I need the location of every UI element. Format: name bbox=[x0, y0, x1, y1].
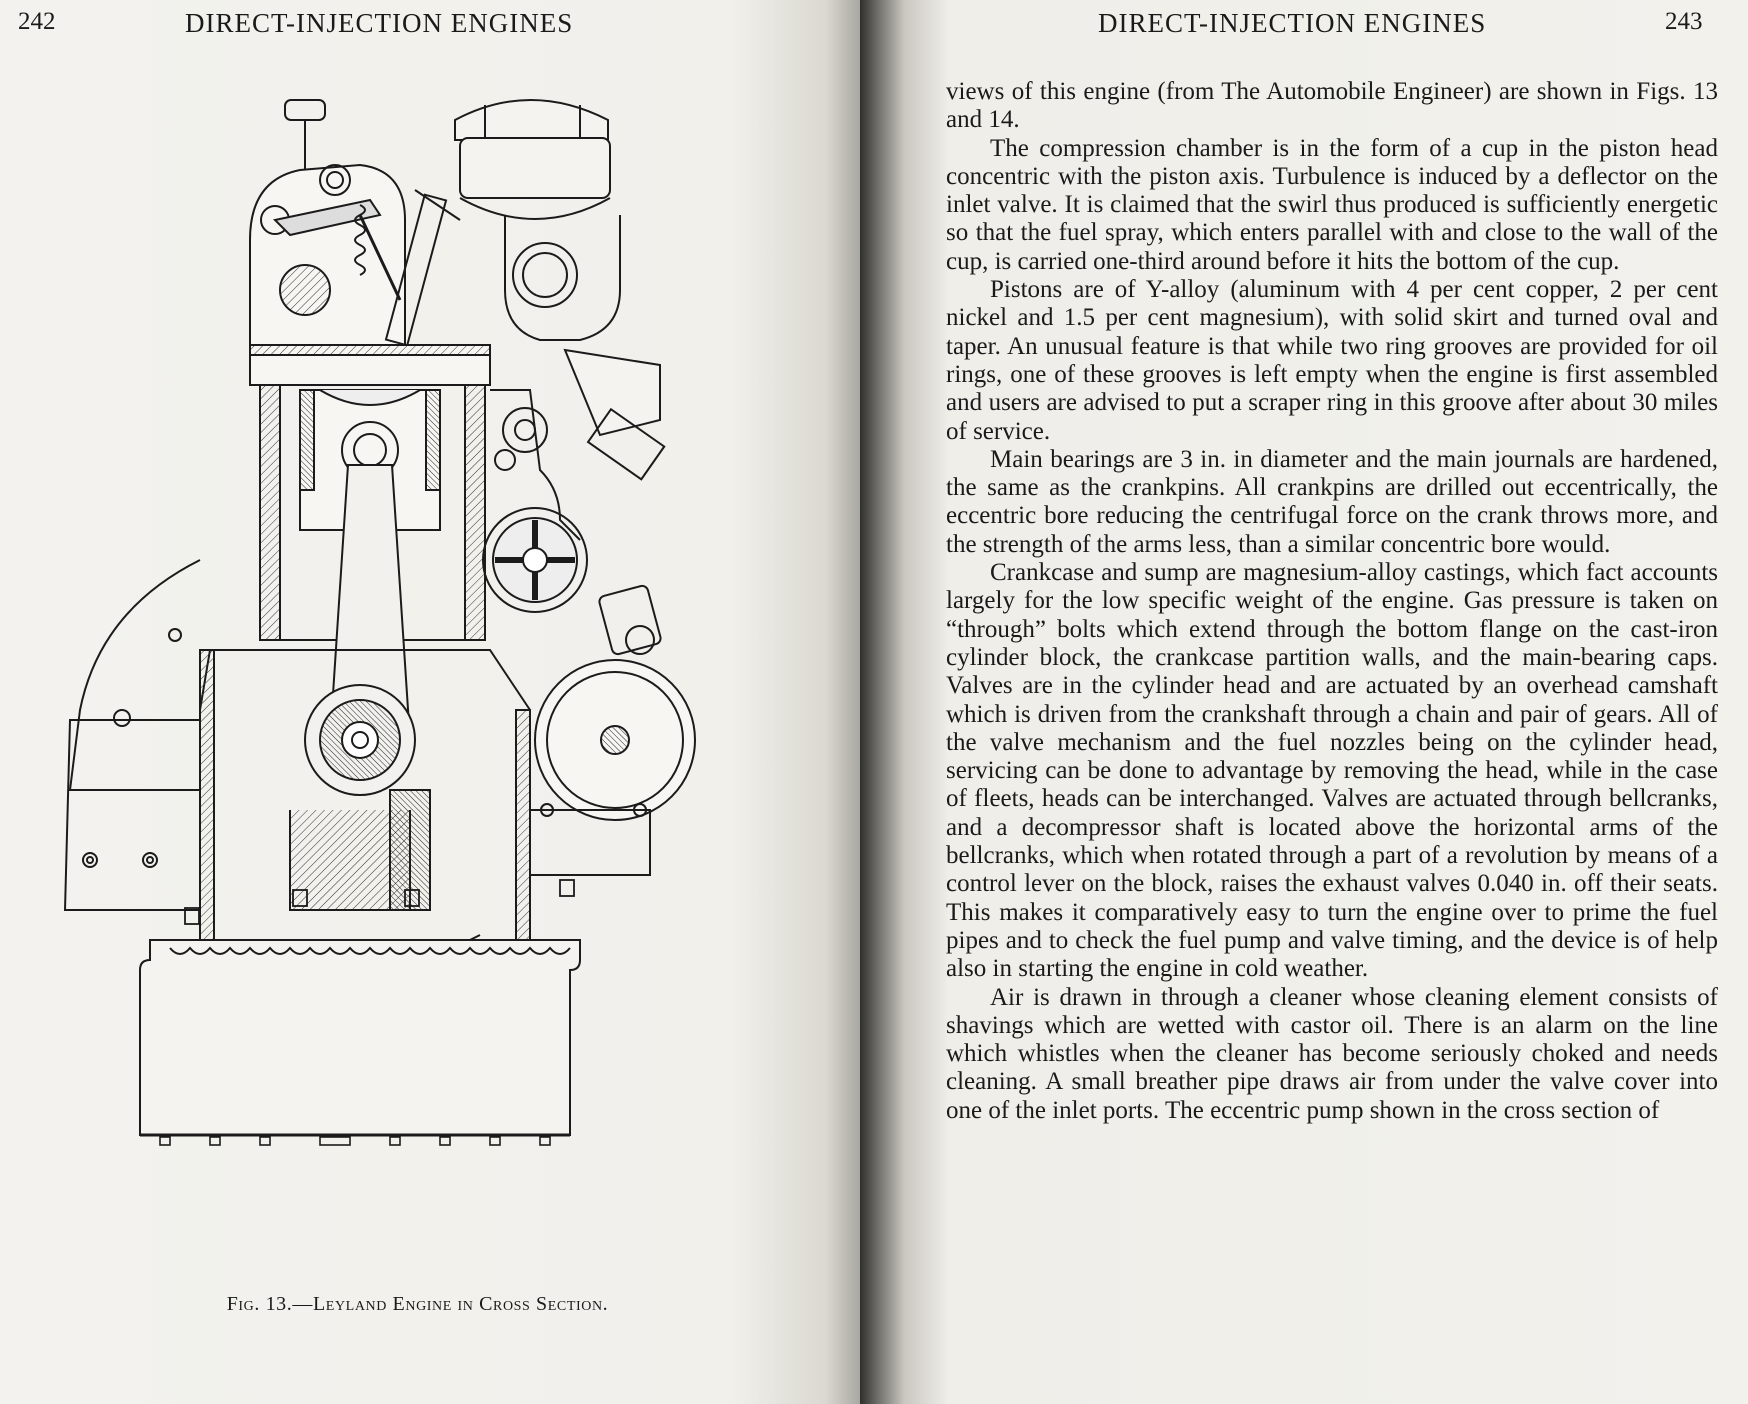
right-page-body bbox=[946, 78, 1718, 1125]
left-running-head: DIRECT-INJECTION ENGINES bbox=[185, 8, 574, 38]
engine-cross-section-figure bbox=[60, 90, 760, 1290]
paragraph-pistons: Pistons are of Y-alloy (aluminum with 4 per cent copper, 2 per cent nickel and 1.5 per cent magnesium), with solid skirt and turned oval and taper. An unusual feature is that while two ring grooves are provided for oil rings, one of these grooves is left empty when the engine is first assembled and users are advised to put a scraper ring in this groove after about 30 miles of service. bbox=[946, 276, 1718, 445]
engine-cross-section-drawing bbox=[60, 90, 760, 1290]
figure-caption: Fig. 13.—Leyland Engine in Cross Section. bbox=[226, 1293, 609, 1315]
left-page bbox=[0, 0, 860, 1404]
left-page-number: 242 bbox=[18, 8, 56, 35]
right-running-head: DIRECT-INJECTION ENGINES bbox=[1098, 8, 1487, 38]
right-page-number: 243 bbox=[1665, 8, 1703, 35]
paragraph-continued: views of this engine (from The Automobile Engineer) are shown in Figs. 13 and 14. bbox=[946, 78, 1718, 134]
paragraph-crankcase: Crankcase and sump are magnesium-alloy castings, which fact accounts largely for the low specific weight of the engine. Gas pressure is taken on “through” bolts which extend through the bottom flange on the cast-iron cylinder block, the crankcase partition walls, and the main-bearing caps. Valves are in the cylinder head and are actuated by an overhead camshaft which is driven from the crankshaft through a chain and pair of gears. All of the valve mechanism and the fuel nozzles being on the cylinder head, servicing can be done to advantage by removing the head, while in the case of fleets, heads can be interchanged. Valves are actuated through bellcranks, and a decompressor shaft is located above the horizontal arms of the bellcranks, which when rotated through a part of a revolution by means of a control lever on the block, raises the exhaust valves 0.040 in. off their seats. This makes it comparatively easy to turn the engine over to prime the fuel pipes and to check the fuel pump and valve timing, and the device is of help also in starting the engine in cold weather. bbox=[946, 559, 1718, 983]
paragraph-air-cleaner: Air is drawn in through a cleaner whose cleaning element consists of shavings which are wetted with castor oil. There is an alarm on the line which whistles when the cleaner has become seriously choked and needs cleaning. A small breather pipe draws air from under the valve cover into one of the inlet ports. The eccentric pump shown in the cross section of bbox=[946, 983, 1718, 1124]
paragraph-compression-chamber: The compression chamber is in the form of a cup in the piston head concentric with the piston axis. Turbulence is induced by a deflector on the inlet valve. It is claimed that the swirl thus produced is sufficiently energetic so that the fuel spray, which enters parallel with and close to the wall of the cup, is carried one-third around before it hits the bottom of the cup. bbox=[946, 134, 1718, 275]
paragraph-main-bearings: Main bearings are 3 in. in diameter and the main journals are hardened, the same as the crankpins. All crankpins are drilled out eccentrically, the eccentric bore reducing the centrifugal force on the crank throws more, and the strength of the arms less, than a similar concentric bore would. bbox=[946, 445, 1718, 558]
